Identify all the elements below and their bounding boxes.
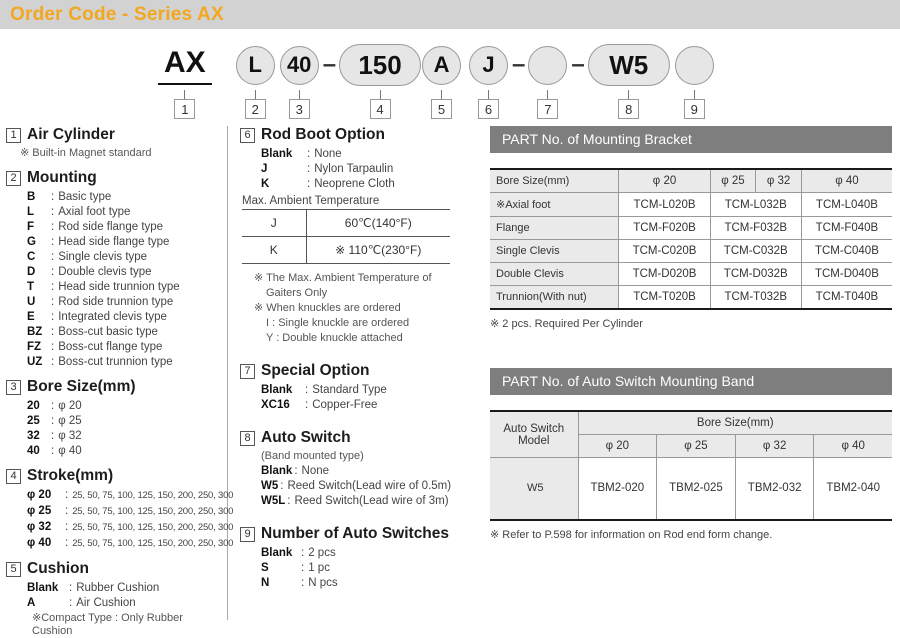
option-item (27, 536, 234, 551)
section-header (6, 126, 225, 144)
option-description: N pcs (308, 577, 338, 589)
segment-number-box: 1 (174, 99, 195, 119)
colon-separator: : (51, 311, 55, 323)
code-symbol: 150 (339, 44, 421, 86)
bore-size-corner-cell: Bore Size(mm) (490, 169, 619, 193)
code-segment-40 (280, 40, 319, 119)
table-header-row (490, 169, 892, 193)
colon-separator: : (51, 221, 55, 233)
option-description: Boss-cut flange type (58, 341, 163, 353)
option-item (27, 581, 225, 595)
rod-boot-temperature-table (242, 209, 450, 264)
option-code: BZ (27, 326, 43, 338)
option-description: φ 40 (58, 445, 82, 457)
part-number-cell: TCM-T032B (710, 286, 801, 310)
section-subtitle: (Band mounted type) (261, 450, 364, 462)
option-item (261, 147, 480, 161)
section-title: Cushion (27, 560, 89, 577)
section-title: Air Cylinder (27, 126, 115, 143)
option-code: Blank (261, 465, 293, 477)
code-segment-W5 (588, 40, 670, 119)
code-symbol-wrap (588, 40, 670, 90)
option-description: Reed Switch(Lead wire of 3m) (294, 495, 449, 507)
option-description: Rod side trunnion type (58, 296, 174, 308)
mounting-bracket-table (490, 168, 892, 310)
table-header-row (490, 411, 892, 435)
colon-separator: : (51, 281, 55, 293)
colon-separator: : (69, 582, 73, 594)
table-caption: Max. Ambient Temperature (242, 195, 380, 207)
section-number: 3 (6, 380, 21, 395)
section-number: 6 (240, 128, 255, 143)
option-code: G (27, 236, 36, 248)
part-number-cell: TCM-L032B (710, 193, 801, 217)
rod-boot-temp-cell: ※ 110℃(230°F) (306, 237, 450, 264)
option-description: Boss-cut trunnion type (58, 356, 173, 368)
code-symbol (675, 46, 714, 85)
connector-line (184, 90, 185, 99)
option-item (27, 205, 225, 219)
colon-separator: : (51, 430, 55, 442)
colon-separator: : (65, 521, 69, 533)
option-description: Integrated clevis type (58, 311, 167, 323)
option-item (261, 576, 480, 590)
option-item (27, 295, 225, 309)
option-item (261, 464, 480, 478)
option-code: Blank (261, 148, 293, 160)
auto-switch-band-panel (490, 368, 892, 541)
colon-separator: : (280, 480, 284, 492)
page-title: Order Code - Series AX (10, 3, 224, 25)
section-number: 8 (240, 431, 255, 446)
option-code: F (27, 221, 35, 233)
segment-number-box: 7 (537, 99, 558, 119)
option-code: W5L (261, 495, 286, 507)
section-4 (6, 467, 234, 551)
table-row (490, 217, 892, 240)
option-code: Blank (261, 547, 293, 559)
option-code: J (261, 163, 268, 175)
connector-line (628, 90, 629, 99)
option-code: D (27, 266, 36, 278)
colon-separator: : (294, 465, 298, 477)
code-symbol-wrap (280, 40, 319, 90)
section-number: 9 (240, 527, 255, 542)
option-code: T (27, 281, 35, 293)
part-number-cell: TCM-D032B (710, 263, 801, 286)
option-code: 32 (27, 430, 40, 442)
option-code: L (27, 206, 35, 218)
dash-separator: – (322, 51, 337, 78)
option-item (261, 162, 480, 176)
colon-separator: : (51, 356, 55, 368)
table-row (490, 193, 892, 217)
option-code: FZ (27, 341, 42, 353)
bore-size-header-cell: φ 20 (619, 169, 710, 193)
code-symbol: A (422, 46, 461, 85)
part-number-cell: TCM-L020B (619, 193, 710, 217)
bore-size-group-header-cell: Bore Size(mm) (578, 411, 892, 435)
option-code: A (27, 597, 36, 609)
option-code: UZ (27, 356, 43, 368)
option-description: 25, 50, 75, 100, 125, 150, 200, 250, 300 (72, 506, 234, 517)
option-description: Copper-Free (312, 399, 378, 411)
colon-separator: : (69, 597, 73, 609)
option-item (27, 325, 225, 339)
rod-boot-temp-cell: 60℃(140°F) (306, 210, 450, 237)
code-segment-– (568, 40, 587, 90)
option-description: 25, 50, 75, 100, 125, 150, 200, 250, 300 (72, 490, 234, 501)
bore-size-header-cell: φ 40 (814, 435, 892, 458)
connector-line (694, 90, 695, 99)
bore-size-header-cell: φ 25 (710, 169, 756, 193)
code-symbol: AX (158, 46, 212, 85)
option-description: Rubber Cushion (76, 582, 160, 594)
option-item (261, 383, 480, 397)
section-3 (6, 378, 225, 458)
option-description: None (301, 465, 330, 477)
colon-separator: : (51, 206, 55, 218)
option-code: Blank (27, 582, 59, 594)
footnote: Y : Double knuckle attached (266, 332, 403, 344)
part-number-cell: TCM-C040B (801, 240, 892, 263)
code-symbol: J (469, 46, 508, 85)
colon-separator: : (51, 236, 55, 248)
section-header (6, 378, 225, 396)
option-item (27, 280, 225, 294)
bore-size-header-cell: φ 25 (657, 435, 736, 458)
footnote: ※ When knuckles are ordered (254, 302, 401, 314)
colon-separator: : (51, 266, 55, 278)
table-row (490, 263, 892, 286)
rod-boot-code-cell: J (242, 210, 306, 237)
code-segment-J (469, 40, 508, 119)
bore-size-header-cell: φ 20 (578, 435, 657, 458)
colon-separator: : (301, 577, 305, 589)
option-description: Double clevis type (58, 266, 152, 278)
bracket-type-cell: Double Clevis (490, 263, 619, 286)
option-description: Rod side flange type (58, 221, 164, 233)
section-title: Rod Boot Option (261, 126, 385, 143)
option-item (27, 596, 225, 610)
band-part-number-cell: TBM2-020 (578, 458, 657, 520)
section-number: 7 (240, 364, 255, 379)
option-description: Single clevis type (58, 251, 148, 263)
section-header (6, 467, 225, 485)
option-code: φ 25 (27, 505, 52, 517)
option-item (27, 235, 225, 249)
option-item (27, 399, 225, 413)
option-code: K (261, 178, 270, 190)
option-item (261, 398, 480, 412)
bore-size-header-cell: φ 32 (735, 435, 814, 458)
section-title: Mounting (27, 169, 97, 186)
footnote: ※Compact Type : Only Rubber Cushion (32, 612, 183, 637)
section-9 (240, 525, 480, 590)
code-segment-AX (158, 40, 212, 119)
auto-switch-model-cell: W5 (490, 458, 578, 520)
auto-switch-band-table (490, 410, 892, 521)
section-number: 1 (6, 128, 21, 143)
auto-switch-model-corner-cell: Auto Switch Model (490, 411, 578, 458)
colon-separator: : (51, 251, 55, 263)
colon-separator: : (301, 547, 305, 559)
segment-number-box: 4 (370, 99, 391, 119)
option-description: None (314, 148, 342, 160)
option-code: φ 32 (27, 521, 52, 533)
section-title: Stroke(mm) (27, 467, 114, 484)
option-item (27, 488, 234, 503)
colon-separator: : (65, 489, 69, 501)
section-title: Special Option (261, 362, 370, 379)
band-part-number-cell: TBM2-032 (735, 458, 814, 520)
footnote: ※ Built-in Magnet standard (20, 147, 152, 159)
right-column (480, 126, 900, 620)
option-code: Blank (261, 384, 293, 396)
segment-number-box: 2 (245, 99, 266, 119)
connector-line (488, 90, 489, 99)
connector-line (299, 90, 300, 99)
band-part-number-cell: TBM2-040 (814, 458, 892, 520)
option-description: 1 pc (308, 562, 330, 574)
bracket-type-cell: Trunnion(With nut) (490, 286, 619, 310)
option-item (27, 265, 225, 279)
part-number-cell: TCM-F020B (619, 217, 710, 240)
option-description: Axial foot type (58, 206, 131, 218)
code-symbol (528, 46, 567, 85)
auto-switch-band-note: ※ Refer to P.598 for information on Rod end form change. (490, 528, 773, 541)
code-segment-blank-9 (675, 40, 714, 119)
section-header (240, 429, 480, 447)
table-row (490, 240, 892, 263)
option-item (27, 444, 225, 458)
bracket-type-cell: Flange (490, 217, 619, 240)
bore-size-header-cell: φ 40 (801, 169, 892, 193)
connector-line (441, 90, 442, 99)
option-code: E (27, 311, 35, 323)
connector-line (547, 90, 548, 99)
code-symbol: 40 (280, 46, 319, 85)
code-symbol-wrap (469, 40, 508, 90)
option-item (261, 494, 480, 508)
option-description: Standard Type (312, 384, 387, 396)
auto-switch-band-panel-title: PART No. of Auto Switch Mounting Band (490, 368, 892, 395)
option-item (261, 546, 480, 560)
colon-separator: : (65, 537, 69, 549)
colon-separator: : (51, 191, 55, 203)
middle-column (228, 126, 480, 620)
code-symbol-wrap (422, 40, 461, 90)
connector-line (380, 90, 381, 99)
footnote: ※ The Max. Ambient Temperature of (254, 272, 432, 284)
option-item (27, 310, 225, 324)
section-header (240, 362, 480, 380)
mounting-bracket-note: ※ 2 pcs. Required Per Cylinder (490, 318, 643, 330)
section-number: 2 (6, 171, 21, 186)
section-header (240, 126, 480, 144)
colon-separator: : (307, 163, 311, 175)
option-description: φ 20 (58, 400, 82, 412)
section-title: Number of Auto Switches (261, 525, 450, 542)
section-title: Auto Switch (261, 429, 351, 446)
option-item (261, 177, 480, 191)
page-title-bar (0, 0, 900, 29)
section-title: Bore Size(mm) (27, 378, 136, 395)
bore-size-header-cell: φ 32 (756, 169, 802, 193)
option-description: Reed Switch(Lead wire of 0.5m) (287, 480, 452, 492)
colon-separator: : (65, 505, 69, 517)
rod-boot-code-cell: K (242, 237, 306, 264)
code-segment-A (422, 40, 461, 119)
table-row (490, 286, 892, 310)
option-item (27, 340, 225, 354)
section-8 (240, 429, 480, 508)
segment-number-box: 6 (478, 99, 499, 119)
colon-separator: : (307, 178, 311, 190)
bracket-type-cell: Single Clevis (490, 240, 619, 263)
segment-number-box: 5 (431, 99, 452, 119)
option-item (27, 220, 225, 234)
option-code: C (27, 251, 36, 263)
part-number-cell: TCM-T040B (801, 286, 892, 310)
dash-separator: – (512, 51, 526, 78)
code-symbol-wrap (236, 40, 275, 90)
segment-number-box: 3 (289, 99, 310, 119)
option-description: Boss-cut basic type (58, 326, 158, 338)
option-code: S (261, 562, 269, 574)
table-row (242, 210, 450, 237)
section-6 (240, 126, 480, 345)
code-symbol-wrap (675, 40, 714, 90)
table-row (490, 458, 892, 520)
colon-separator: : (307, 148, 311, 160)
option-description: Nylon Tarpaulin (314, 163, 394, 175)
section-1 (6, 126, 225, 160)
content-columns (0, 120, 900, 637)
option-item (27, 414, 225, 428)
option-code: XC16 (261, 399, 290, 411)
option-description: φ 25 (58, 415, 82, 427)
code-symbol: L (236, 46, 275, 85)
option-code: φ 40 (27, 537, 52, 549)
option-description: Neoprene Cloth (314, 178, 395, 190)
section-number: 4 (6, 469, 21, 484)
option-description: Basic type (58, 191, 112, 203)
code-symbol-wrap (158, 40, 212, 90)
code-symbol: W5 (588, 44, 670, 86)
colon-separator: : (287, 495, 291, 507)
option-code: B (27, 191, 36, 203)
footnote: I : Single knuckle are ordered (266, 317, 410, 329)
option-item (27, 250, 225, 264)
option-description: Head side trunnion type (58, 281, 180, 293)
option-code: N (261, 577, 270, 589)
section-5 (6, 560, 225, 638)
part-number-cell: TCM-F032B (710, 217, 801, 240)
colon-separator: : (51, 445, 55, 457)
option-item (27, 429, 225, 443)
colon-separator: : (51, 400, 55, 412)
option-item (261, 561, 480, 575)
option-code: 40 (27, 445, 40, 457)
code-segment-L (236, 40, 275, 119)
section-header (6, 560, 225, 578)
code-symbol-wrap (528, 40, 567, 90)
part-number-cell: TCM-F040B (801, 217, 892, 240)
colon-separator: : (51, 415, 55, 427)
bracket-type-cell: ※Axial foot (490, 193, 619, 217)
section-header (240, 525, 480, 543)
option-code: W5 (261, 480, 279, 492)
footnote: Gaiters Only (266, 287, 328, 299)
mounting-bracket-panel-title: PART No. of Mounting Bracket (490, 126, 892, 153)
code-segment-– (320, 40, 339, 90)
option-code: 25 (27, 415, 40, 427)
colon-separator: : (51, 296, 55, 308)
option-description: 25, 50, 75, 100, 125, 150, 200, 250, 300 (72, 538, 234, 549)
colon-separator: : (305, 384, 309, 396)
option-description: 25, 50, 75, 100, 125, 150, 200, 250, 300 (72, 522, 234, 533)
part-number-cell: TCM-L040B (801, 193, 892, 217)
colon-separator: : (51, 341, 55, 353)
segment-number-box: 8 (618, 99, 639, 119)
colon-separator: : (301, 562, 305, 574)
part-number-cell: TCM-T020B (619, 286, 710, 310)
segment-number-box: 9 (684, 99, 705, 119)
option-description: 2 pcs (308, 547, 336, 559)
code-segment-– (509, 40, 528, 90)
code-symbol-wrap (339, 40, 421, 90)
section-2 (6, 169, 225, 369)
part-number-cell: TCM-D020B (619, 263, 710, 286)
part-number-cell: TCM-C020B (619, 240, 710, 263)
option-item (27, 504, 234, 519)
section-number: 5 (6, 562, 21, 577)
option-item (27, 355, 225, 369)
left-column (6, 126, 234, 637)
band-part-number-cell: TBM2-025 (657, 458, 736, 520)
option-item (27, 520, 234, 535)
colon-separator: : (51, 326, 55, 338)
option-code: 20 (27, 400, 40, 412)
code-segment-150 (339, 40, 421, 119)
option-description: Air Cushion (76, 597, 136, 609)
option-code: U (27, 296, 36, 308)
order-code-diagram (158, 40, 900, 120)
section-header (6, 169, 225, 187)
option-description: φ 32 (58, 430, 82, 442)
part-number-cell: TCM-D040B (801, 263, 892, 286)
option-item (261, 479, 480, 493)
code-segment-blank-7 (528, 40, 567, 119)
dash-separator: – (571, 51, 585, 78)
mounting-bracket-panel (490, 126, 892, 330)
table-row (242, 237, 450, 264)
section-7 (240, 362, 480, 412)
part-number-cell: TCM-C032B (710, 240, 801, 263)
option-description: Head side flange type (58, 236, 170, 248)
colon-separator: : (305, 399, 309, 411)
connector-line (255, 90, 256, 99)
option-item (27, 190, 225, 204)
option-code: φ 20 (27, 489, 52, 501)
